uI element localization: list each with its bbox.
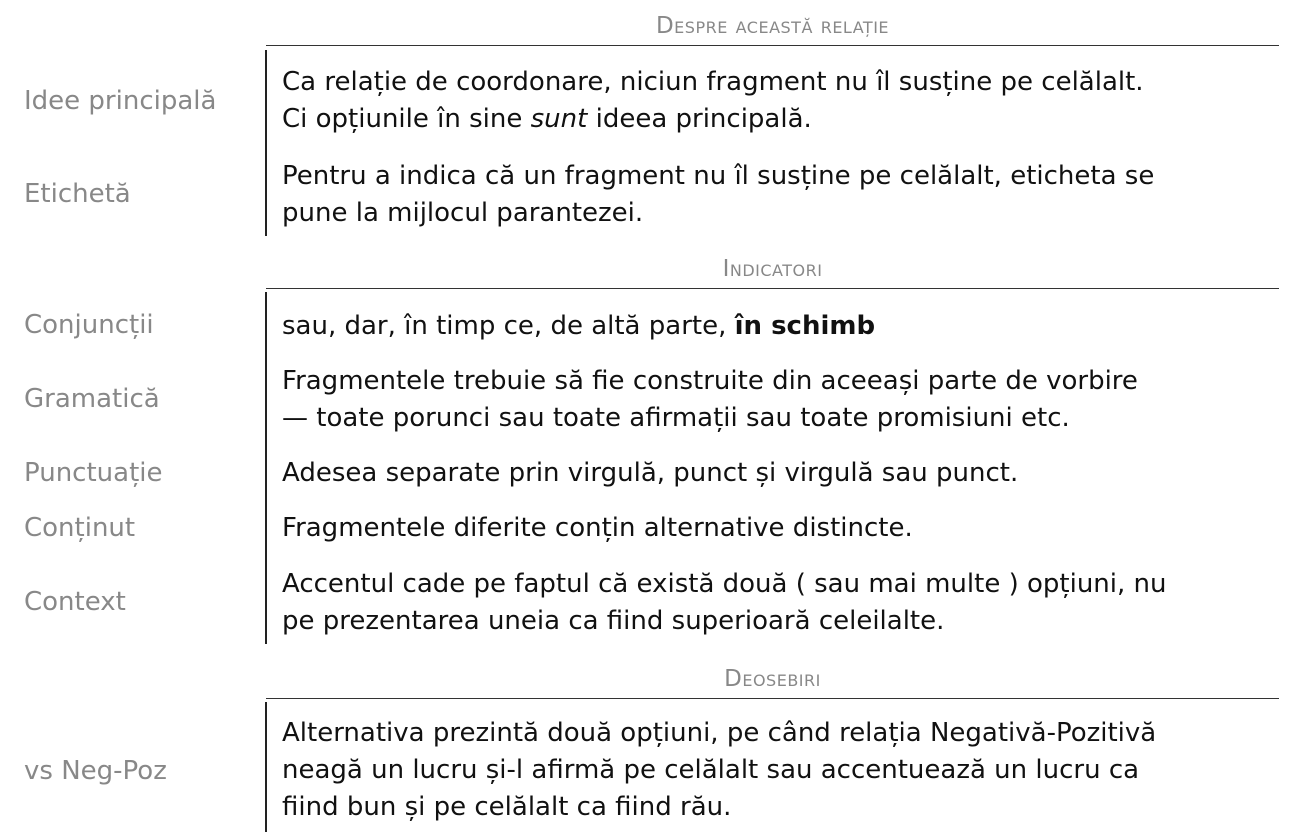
- row-label-conjunctii: Conjuncții: [24, 310, 154, 340]
- text-line: neagă un lucru și-l afirmă pe celălalt sau accentuează un lucru ca: [282, 755, 1140, 785]
- bold-text: în schimb: [734, 311, 876, 341]
- text-line: Fragmentele trebuie să fie construite din aceeași parte de vorbire: [282, 366, 1138, 396]
- text-line: Adesea separate prin virgulă, punct și virgulă sau punct.: [282, 458, 1019, 488]
- text-line: Fragmentele diferite conțin alternative distincte.: [282, 513, 913, 543]
- text-line: Alternativa prezintă două opțiuni, pe când relația Negativă-Pozitivă: [282, 718, 1157, 748]
- row-text-gramatica: [282, 363, 1282, 437]
- column-divider: [265, 292, 267, 644]
- row-label-continut: Conținut: [24, 513, 136, 543]
- section-heading-deosebiri: Deosebiri: [266, 663, 1279, 695]
- column-divider: [265, 50, 267, 236]
- text-line: Pentru a indica că un fragment nu îl susține pe celălalt, eticheta se: [282, 161, 1155, 191]
- row-text-punctuatie: [282, 455, 1282, 492]
- text-line: sau, dar, în timp ce, de altă parte,: [282, 311, 735, 341]
- row-label-vs-neg-poz: vs Neg-Poz: [24, 756, 167, 786]
- text-line: ideea principală.: [587, 104, 812, 134]
- column-divider: [265, 702, 267, 832]
- text-line: — toate porunci sau toate afirmații sau toate promisiuni etc.: [282, 403, 1070, 433]
- row-text-conjunctii: [282, 308, 1282, 345]
- row-label-punctuatie: Punctuație: [24, 458, 163, 488]
- text-line: Ci opțiunile în sine: [282, 104, 531, 134]
- row-label-gramatica: Gramatică: [24, 384, 160, 414]
- row-text-eticheta: [282, 158, 1282, 232]
- text-line: pune la mijlocul parantezei.: [282, 198, 644, 228]
- section-heading-despre: Despre această relație: [266, 10, 1279, 42]
- row-text-vs-neg-poz: [282, 715, 1282, 826]
- section-heading-indicatori: Indicatori: [266, 253, 1279, 285]
- emphasis-text: sunt: [530, 104, 588, 134]
- text-line: Ca relație de coordonare, niciun fragment nu îl susține pe celălalt.: [282, 67, 1144, 97]
- row-text-context: [282, 566, 1282, 640]
- row-label-idee-principala: Idee principală: [24, 86, 217, 116]
- row-text-idee-principala: [282, 64, 1282, 138]
- text-line: fiind bun și pe celălalt ca fiind rău.: [282, 792, 732, 822]
- text-line: Accentul cade pe faptul că există două ( sau mai multe ) opțiuni, nu: [282, 569, 1167, 599]
- row-label-context: Context: [24, 587, 126, 617]
- row-label-eticheta: Etichetă: [24, 179, 131, 209]
- row-text-continut: [282, 510, 1282, 547]
- text-line: pe prezentarea uneia ca fiind superioară celeilalte.: [282, 606, 945, 636]
